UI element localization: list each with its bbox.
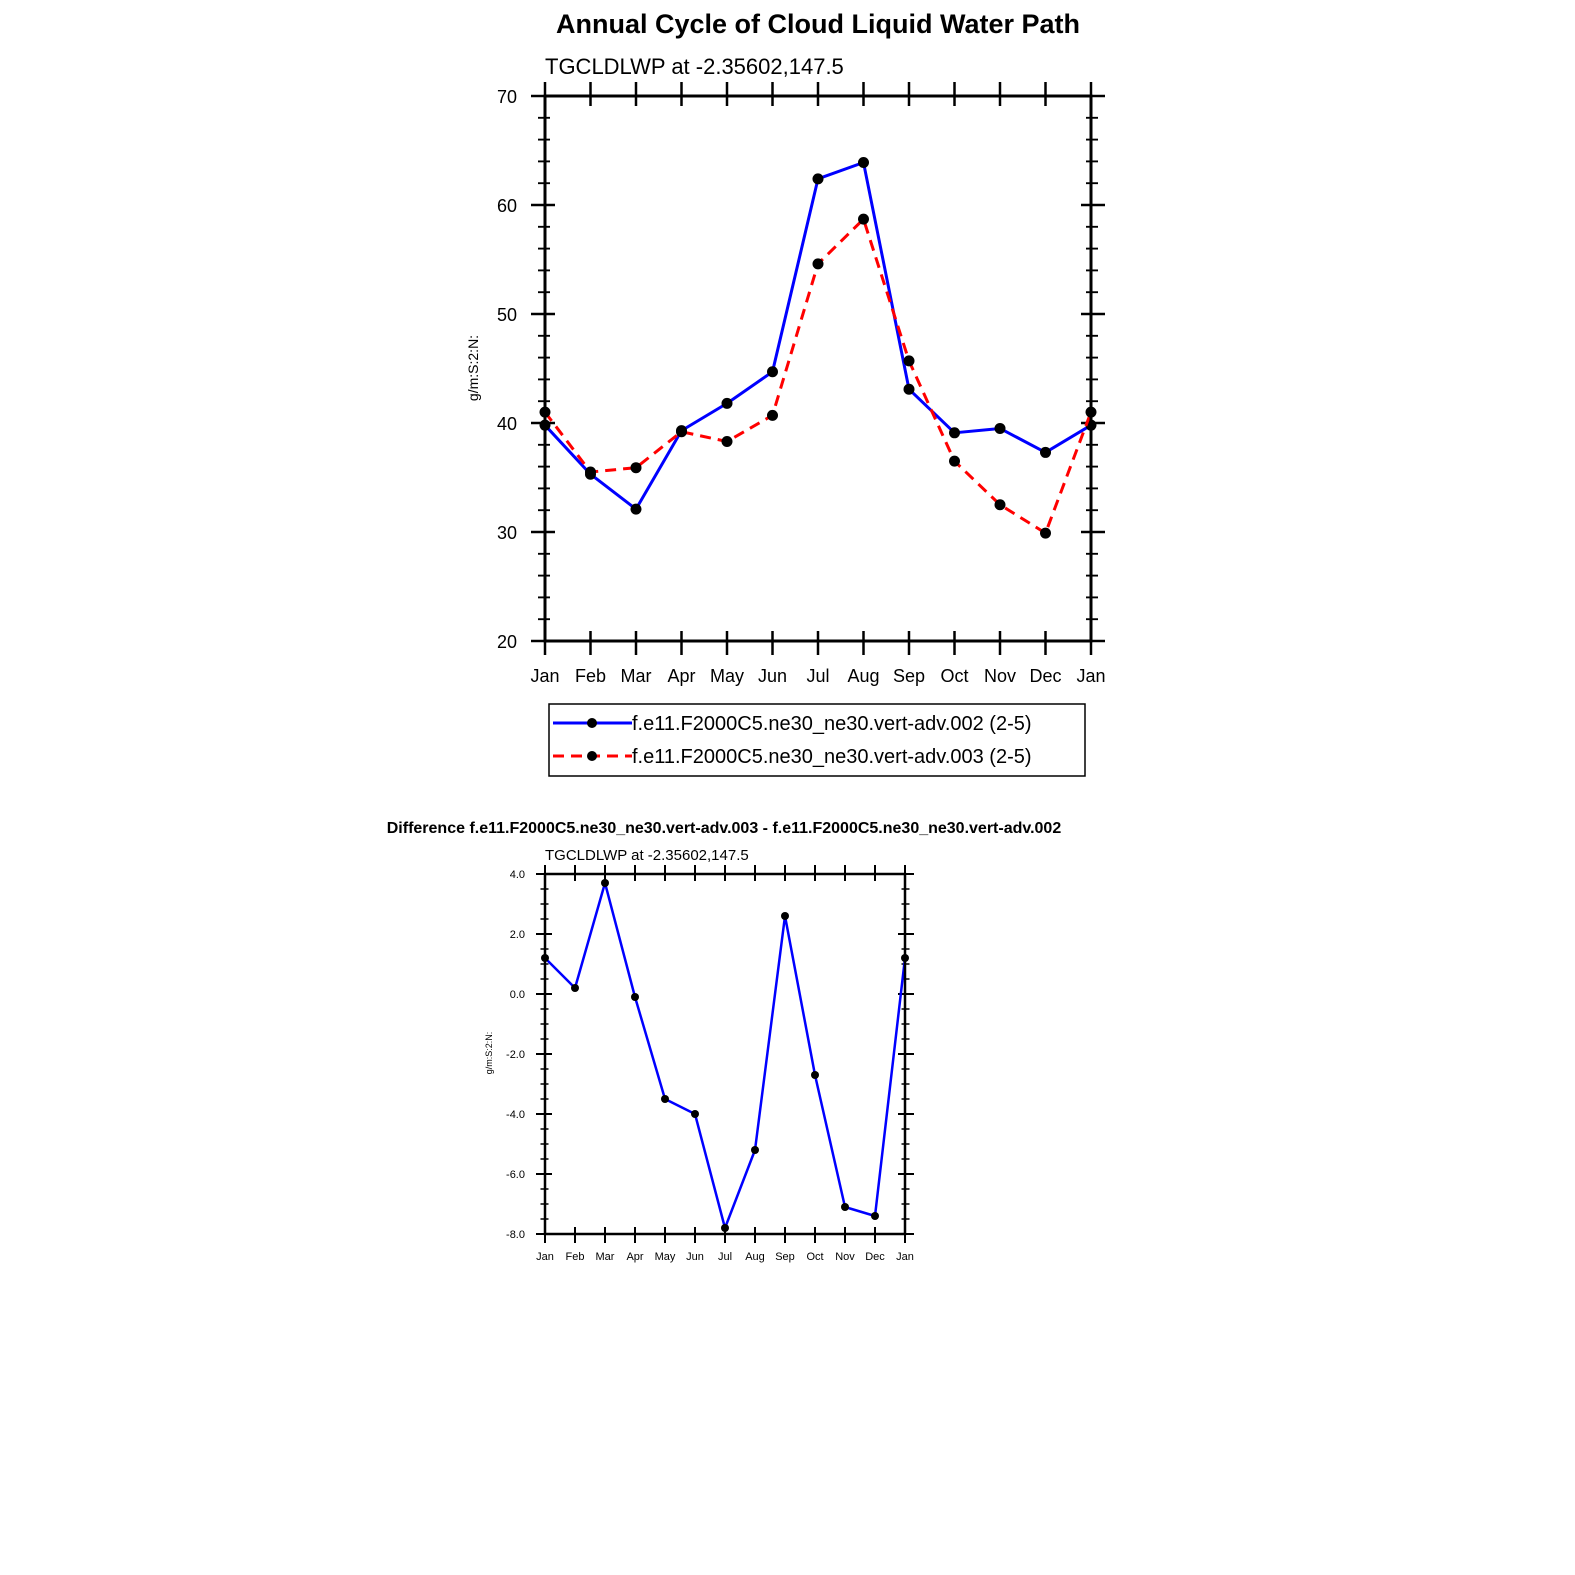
- chart2-ticks: [506, 865, 914, 1263]
- series-1-point: [751, 1146, 759, 1154]
- y-tick-label: 0.0: [509, 989, 525, 1001]
- x-tick-label: Dec: [865, 1251, 885, 1263]
- series-2-point: [904, 355, 915, 366]
- x-tick-label: Jan: [1076, 666, 1106, 686]
- series-1-point: [631, 504, 642, 515]
- y-tick-label: 40: [496, 414, 517, 434]
- x-tick-label: Oct: [940, 666, 969, 686]
- chart1-title: Annual Cycle of Cloud Liquid Water Path: [555, 9, 1081, 39]
- y-tick-label: -8.0: [506, 1229, 525, 1241]
- series-2-point: [585, 467, 596, 478]
- series-1-point: [841, 1203, 849, 1211]
- y-tick-label: 4.0: [509, 869, 525, 881]
- series-2-point: [813, 258, 824, 269]
- y-tick-label: 50: [496, 305, 517, 325]
- series-1-point: [767, 366, 778, 377]
- legend-marker-series-2: [587, 751, 597, 761]
- series-1-point: [721, 1224, 729, 1232]
- legend-label-series-2: f.e11.F2000C5.ne30_ne30.vert-adv.003 (2-5): [632, 746, 1032, 768]
- x-tick-label: Apr: [626, 1251, 644, 1263]
- x-tick-label: May: [654, 1251, 676, 1263]
- y-tick-label: 60: [496, 196, 517, 216]
- series-1-point: [871, 1212, 879, 1220]
- chart2-plot-frame: [545, 874, 905, 1234]
- x-tick-label: Jul: [717, 1251, 733, 1263]
- x-tick-label: Jul: [806, 666, 830, 686]
- x-tick-label: Jan: [536, 1251, 554, 1263]
- series-1-point: [691, 1110, 699, 1118]
- series-1-point: [722, 398, 733, 409]
- x-tick-label: Nov: [983, 666, 1017, 686]
- series-line-1: [545, 883, 905, 1228]
- chart2-series: [541, 879, 909, 1232]
- x-tick-label: Jun: [686, 1251, 704, 1263]
- chart1-series: [540, 157, 1097, 539]
- chart1-ylabel: g/m:S:2:N:: [465, 334, 481, 402]
- y-tick-label: 2.0: [509, 929, 525, 941]
- x-tick-label: Jan: [896, 1251, 914, 1263]
- chart1-subtitle: TGCLDLWP at -2.35602,147.5: [545, 54, 844, 79]
- x-tick-label: Mar: [620, 666, 652, 686]
- x-tick-label: Jan: [530, 666, 560, 686]
- y-tick-label: -4.0: [506, 1109, 525, 1121]
- y-tick-label: -6.0: [506, 1169, 525, 1181]
- chart2-ylabel: g/m:S:2:N:: [484, 1031, 494, 1075]
- series-1-point: [661, 1095, 669, 1103]
- x-tick-label: Feb: [574, 666, 607, 686]
- series-2-point: [1040, 528, 1051, 539]
- x-tick-label: Apr: [667, 666, 696, 686]
- x-tick-label: Feb: [565, 1251, 585, 1263]
- difference-chart: [387, 820, 1062, 1263]
- series-2-point: [767, 410, 778, 421]
- series-1-point: [858, 157, 869, 168]
- chart2-subtitle: TGCLDLWP at -2.35602,147.5: [545, 847, 749, 864]
- series-2-point: [631, 462, 642, 473]
- annual-cycle-chart: [465, 9, 1106, 776]
- series-2-point: [995, 499, 1006, 510]
- y-tick-label: 30: [496, 523, 517, 543]
- x-tick-label: May: [709, 666, 745, 686]
- x-tick-label: Jun: [757, 666, 788, 686]
- chart1-legend: [549, 704, 1085, 776]
- series-1-point: [995, 423, 1006, 434]
- x-tick-label: Mar: [595, 1251, 615, 1263]
- series-1-point: [813, 173, 824, 184]
- series-1-point: [1040, 447, 1051, 458]
- x-tick-label: Aug: [847, 666, 880, 686]
- x-tick-label: Sep: [892, 666, 926, 686]
- y-tick-label: 70: [496, 87, 517, 107]
- series-1-point: [949, 427, 960, 438]
- legend-marker-series-1: [587, 718, 597, 728]
- series-1-point: [904, 384, 915, 395]
- series-line-1: [545, 162, 1091, 509]
- chart1-ticks: [497, 82, 1106, 686]
- legend-label-series-1: f.e11.F2000C5.ne30_ne30.vert-adv.002 (2-5): [632, 713, 1032, 735]
- series-1-point: [601, 879, 609, 887]
- x-tick-label: Aug: [745, 1251, 765, 1263]
- x-tick-label: Dec: [1029, 666, 1062, 686]
- series-2-point: [722, 436, 733, 447]
- series-1-point: [571, 984, 579, 992]
- series-2-point: [949, 456, 960, 467]
- x-tick-label: Oct: [806, 1251, 824, 1263]
- y-tick-label: -2.0: [506, 1049, 525, 1061]
- series-1-point: [811, 1071, 819, 1079]
- series-2-point: [858, 214, 869, 225]
- series-2-point: [676, 426, 687, 437]
- chart2-title: Difference f.e11.F2000C5.ne30_ne30.vert-adv.003 - f.e11.F2000C5.ne30_ne30.vert-adv.002: [386, 820, 1062, 837]
- y-tick-label: 20: [496, 632, 517, 652]
- x-tick-label: Nov: [835, 1251, 855, 1263]
- series-1-point: [631, 993, 639, 1001]
- series-1-point: [781, 912, 789, 920]
- x-tick-label: Sep: [775, 1251, 795, 1263]
